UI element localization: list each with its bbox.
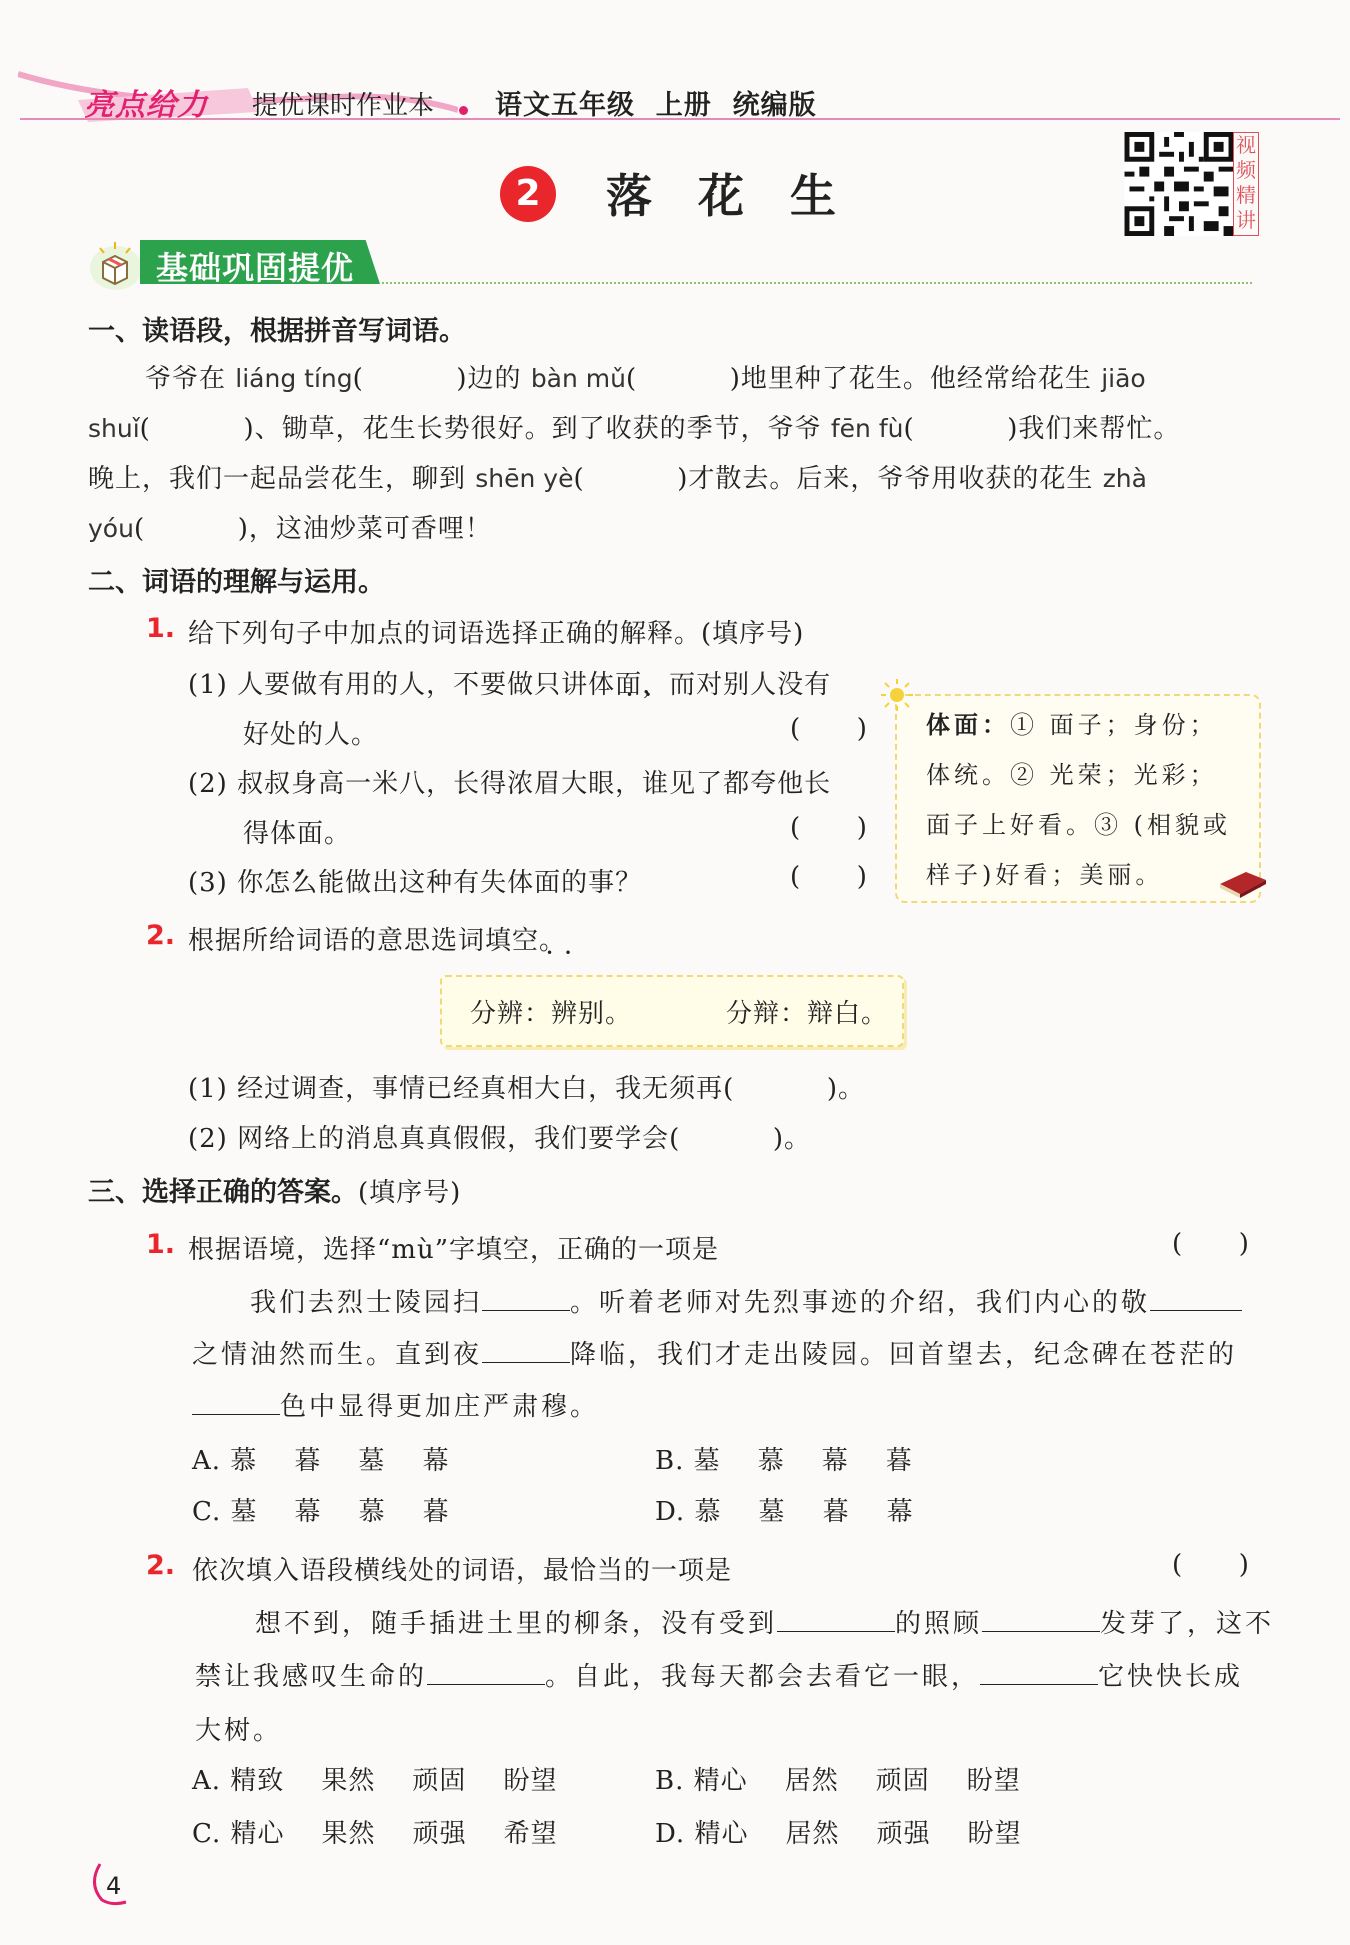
book-icon [1216,864,1270,900]
lesson-title: 落花生 [606,169,882,223]
q3-1-passage-line-1 [250,1282,1242,1319]
q3-1-option-b[interactable]: B. 墓 慕 幕 暮 [655,1446,913,1476]
text: 晚上，我们一起品尝花生，聊到 [88,464,476,494]
text: 色中显得更加庄严肃穆。 [280,1392,600,1422]
pinyin: shuǐ [88,414,140,443]
pinyin: bàn mǔ [530,364,626,393]
text: 我们去烈士陵园扫 [250,1288,483,1318]
text: 。自此，我每天都会去看它一眼， [545,1662,981,1692]
subject-info: 语文五年级 上册 统编版 [495,90,817,121]
part1-line-3 [88,458,1147,495]
part1-line-2 [88,408,1180,445]
part1-line-4 [88,508,492,545]
answer-blank[interactable]: ( )边的 [352,364,531,394]
pinyin: fēn fù [830,414,904,443]
book-name: 提优课时作业本 [252,91,435,121]
video-lecture-label: 视频精讲 [1233,132,1259,236]
q2-1-item-3-line1: (3) 你怎么能做出这种有失体面的事？ [188,868,643,898]
q3-1-number: 1. [146,1229,176,1260]
lesson-number-badge: 2 [500,166,556,222]
fill-blank[interactable] [980,1658,1098,1685]
text: 它快快长成 [1098,1662,1244,1692]
q2-2-number: 2. [146,920,176,951]
fill-blank[interactable] [427,1658,545,1685]
q3-1-answer[interactable]: ( ) [1172,1229,1250,1259]
fill-blank[interactable] [192,1388,280,1415]
text: 。听着老师对先烈事迹的介绍，我们内心的敬 [570,1288,1151,1318]
q2-1-item-1-line2: 好处的人。 [243,720,379,750]
pinyin: liáng tíng [235,364,353,393]
q3-2-passage-line-1 [255,1603,1274,1640]
q2-2-prompt: 根据所给词语的意思选词填空。 [188,926,567,956]
section-divider [382,282,1252,284]
fill-blank[interactable] [982,1605,1100,1632]
text: 发芽了，这不 [1100,1609,1275,1639]
answer-blank[interactable]: ( )、锄草，花生长势很好。到了收获的季节，爷爷 [139,414,831,444]
q2-2-item-2[interactable]: (2) 网络上的消息真真假假，我们要学会( )。 [188,1124,812,1154]
q2-1-item-1-answer[interactable]: ( ) [790,714,868,744]
q3-1-option-a[interactable]: A. 慕 暮 墓 幕 [192,1446,450,1476]
q2-1-item-2-line2: 得体面。 [243,819,352,849]
word-option-a: 分辨：辨别。 [470,999,633,1029]
q3-1-option-d[interactable]: D. 慕 墓 暮 幕 [655,1497,914,1527]
pinyin: jiāo [1101,364,1146,393]
qr-code[interactable] [1124,132,1234,236]
fill-blank[interactable] [1150,1284,1242,1311]
q3-1-option-c[interactable]: C. 墓 幕 慕 暮 [192,1497,450,1527]
q3-2-passage-line-3: 大树。 [195,1716,283,1746]
part3-heading: 三、选择正确的答案。 [88,1177,358,1208]
answer-blank[interactable]: ( )，这油炒菜可香哩！ [133,514,492,544]
q3-2-number: 2. [146,1550,176,1581]
text: 的照顾 [895,1609,983,1639]
q3-1-passage-line-3 [192,1386,599,1423]
part1-line-1 [145,358,1146,395]
text: 降临，我们才走出陵园。回首望去，纪念碑在苍茫的 [570,1340,1238,1370]
page-number: 4 [106,1872,122,1900]
part3-heading-row [88,1170,461,1209]
section-title: 基础巩固提优 [156,249,355,287]
q3-2-option-c[interactable]: C. 精心 果然 顽强 希望 [192,1819,558,1849]
pinyin: shēn yè [475,464,574,493]
gift-box-icon [86,240,144,292]
definition-term: 体面： [926,711,1010,739]
q3-2-option-b[interactable]: B. 精心 居然 顽固 盼望 [655,1766,1021,1796]
answer-blank[interactable]: ( )地里种了花生。他经常给花生 [626,364,1102,394]
emphasis-dots [620,666,680,696]
q3-2-option-d[interactable]: D. 精心 居然 顽强 盼望 [655,1819,1022,1849]
brand-logo: 亮点给力 [84,88,208,123]
q2-1-number: 1. [146,613,176,644]
word-option-b: 分辩：辩白。 [726,999,889,1029]
text: 想不到，随手插进土里的柳条，没有受到 [255,1609,778,1639]
fill-blank[interactable] [482,1284,570,1311]
part1-heading: 一、读语段，根据拼音写词语。 [88,316,466,347]
q3-1-prompt: 根据语境，选择“mù”字填空，正确的一项是 [188,1235,719,1265]
definition-text [926,700,1236,900]
header-dot [459,106,468,115]
q2-1-item-2-answer[interactable]: ( ) [790,813,868,843]
q2-2-item-1[interactable]: (1) 经过调查，事情已经真相大白，我无须再( )。 [188,1074,866,1104]
definition-body: ① 面子；身份；体统。② 光荣；光彩；面子上好看。③ (相貌或样子)好看；美丽。 [926,711,1231,889]
text: 爷爷在 [145,364,236,394]
fill-blank[interactable] [777,1605,895,1632]
answer-blank[interactable]: ( )我们来帮忙。 [903,414,1181,444]
q2-1-item-2-line1: (2) 叔叔身高一米八，长得浓眉大眼，谁见了都夸他长 [188,769,832,799]
q3-1-passage-line-2 [192,1334,1237,1371]
part3-heading-note: (填序号) [358,1178,462,1208]
pinyin: yóu [88,514,134,543]
text: 禁让我感叹生命的 [195,1662,428,1692]
sun-icon [880,678,914,712]
text: 之情油然而生。直到夜 [192,1340,483,1370]
q2-1-prompt: 给下列句子中加点的词语选择正确的解释。(填序号) [188,619,805,649]
answer-blank[interactable]: ( )才散去。后来，爷爷用收获的花生 [573,464,1103,494]
q3-2-option-a[interactable]: A. 精致 果然 顽固 盼望 [192,1766,558,1796]
part2-heading: 二、词语的理解与运用。 [88,567,385,598]
q3-2-passage-line-2 [195,1656,1243,1693]
q2-1-item-1-line1: (1) 人要做有用的人，不要做只讲体面，而对别人没有 [188,670,832,700]
q3-2-prompt: 依次填入语段横线处的词语，最恰当的一项是 [192,1556,733,1586]
q2-1-item-3-answer[interactable]: ( ) [790,862,868,892]
q3-2-answer[interactable]: ( ) [1172,1550,1250,1580]
fill-blank[interactable] [482,1336,570,1363]
pinyin: zhà [1102,464,1147,493]
